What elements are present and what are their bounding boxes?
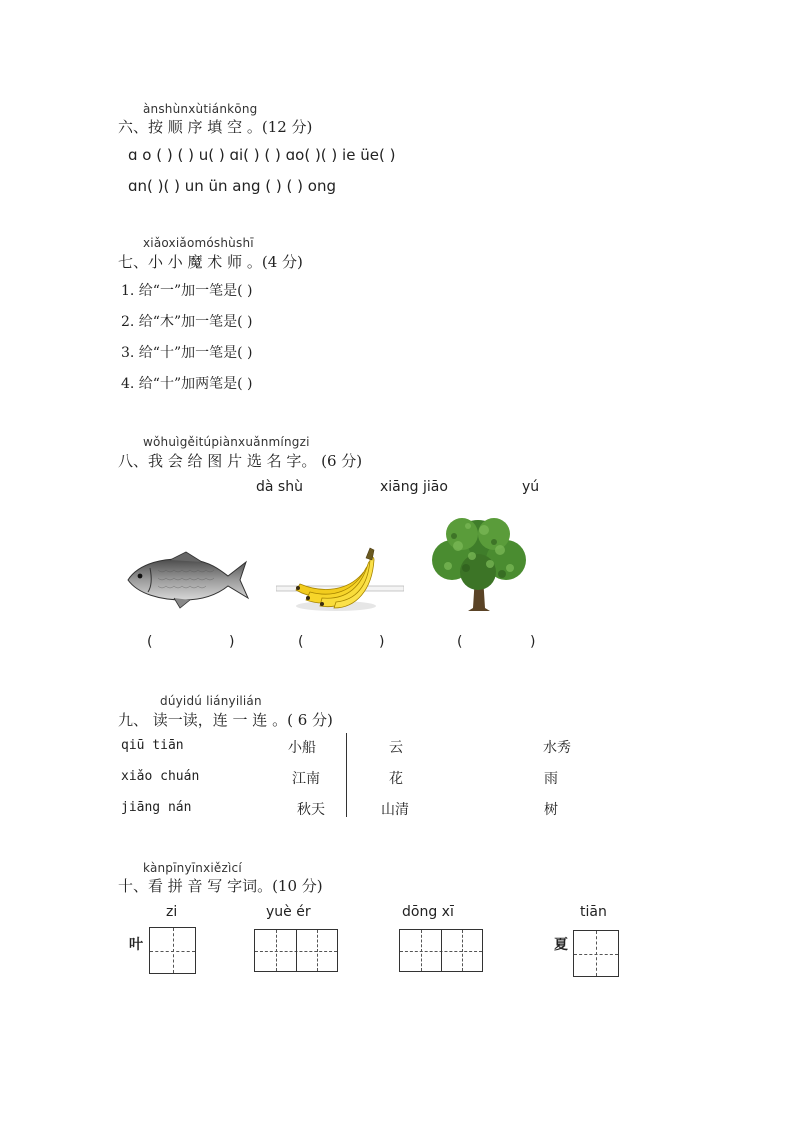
answer-paren-close-3: ) [530, 634, 536, 650]
write-pinyin-2: yuè ér [266, 904, 311, 920]
section8-title: 八、我 会 给 图 片 选 名 字。 (6 分) [118, 452, 363, 470]
section7-title: 七、小 小 魔 术 师 。(4 分) [118, 253, 303, 271]
writing-grid-4[interactable] [573, 930, 619, 977]
section10-pinyin: kànpīnyīnxiězìcí [143, 861, 242, 875]
divider-line [346, 733, 347, 817]
answer-paren-open-1: ( [147, 634, 153, 650]
prefix-char-1: 叶 [129, 937, 143, 953]
question-2: 2. 给“木”加一笔是( ) [121, 314, 253, 330]
right-char-3: 山清 [381, 802, 409, 818]
left-pinyin-3: jiāng nán [121, 800, 192, 815]
banana-image [276, 546, 404, 612]
answer-paren-open-2: ( [298, 634, 304, 650]
label-da-shu: dà shù [256, 479, 303, 495]
left-word-2: 江南 [292, 771, 320, 787]
writing-grid-2[interactable] [254, 929, 338, 972]
left-pinyin-2: xiǎo chuán [121, 769, 200, 784]
section6-title: 六、按 顺 序 填 空 。(12 分) [118, 118, 313, 136]
section7-pinyin: xiǎoxiǎomóshùshī [143, 236, 254, 250]
left-word-3: 秋天 [297, 802, 325, 818]
section10-title: 十、看 拼 音 写 字词。(10 分) [118, 877, 323, 895]
left-pinyin-1: qiū tiān [121, 738, 184, 753]
section6-pinyin: ànshùnxùtiánkōng [143, 102, 258, 116]
section9-pinyin: dúyidú liányilián [160, 694, 262, 708]
left-word-1: 小船 [288, 740, 316, 756]
section6-row2: ɑn( )( ) un ün ang ( ) ( ) ong [128, 177, 336, 195]
section8-pinyin: wǒhuìgěitúpiànxuǎnmíngzi [143, 435, 310, 449]
label-xiang-jiao: xiāng jiāo [380, 479, 448, 495]
question-4: 4. 给“十”加两笔是( ) [121, 376, 253, 392]
right-char-1: 云 [389, 740, 403, 756]
fish-image [124, 548, 250, 610]
right-word-1: 水秀 [543, 740, 571, 756]
label-yu: yú [522, 479, 540, 495]
write-pinyin-4: tiān [580, 904, 607, 920]
right-char-2: 花 [389, 771, 403, 787]
answer-paren-close-2: ) [379, 634, 385, 650]
answer-paren-open-3: ( [457, 634, 463, 650]
answer-paren-close-1: ) [229, 634, 235, 650]
right-word-2: 雨 [544, 771, 558, 787]
question-1: 1. 给“一”加一笔是( ) [121, 283, 253, 299]
section6-row1: ɑ o ( ) ( ) u( ) ɑi( ) ( ) ɑo( )( ) ie üe( ) [128, 146, 396, 164]
right-word-3: 树 [544, 802, 558, 818]
writing-grid-1[interactable] [149, 927, 196, 974]
write-pinyin-3: dōng xī [402, 904, 454, 920]
prefix-char-4: 夏 [554, 937, 568, 953]
section9-title: 九、 读一读，连 一 连 。( 6 分) [118, 711, 333, 729]
tree-image [428, 516, 530, 612]
writing-grid-3[interactable] [399, 929, 483, 972]
write-pinyin-1: zi [166, 904, 178, 920]
question-3: 3. 给“十”加一笔是( ) [121, 345, 253, 361]
